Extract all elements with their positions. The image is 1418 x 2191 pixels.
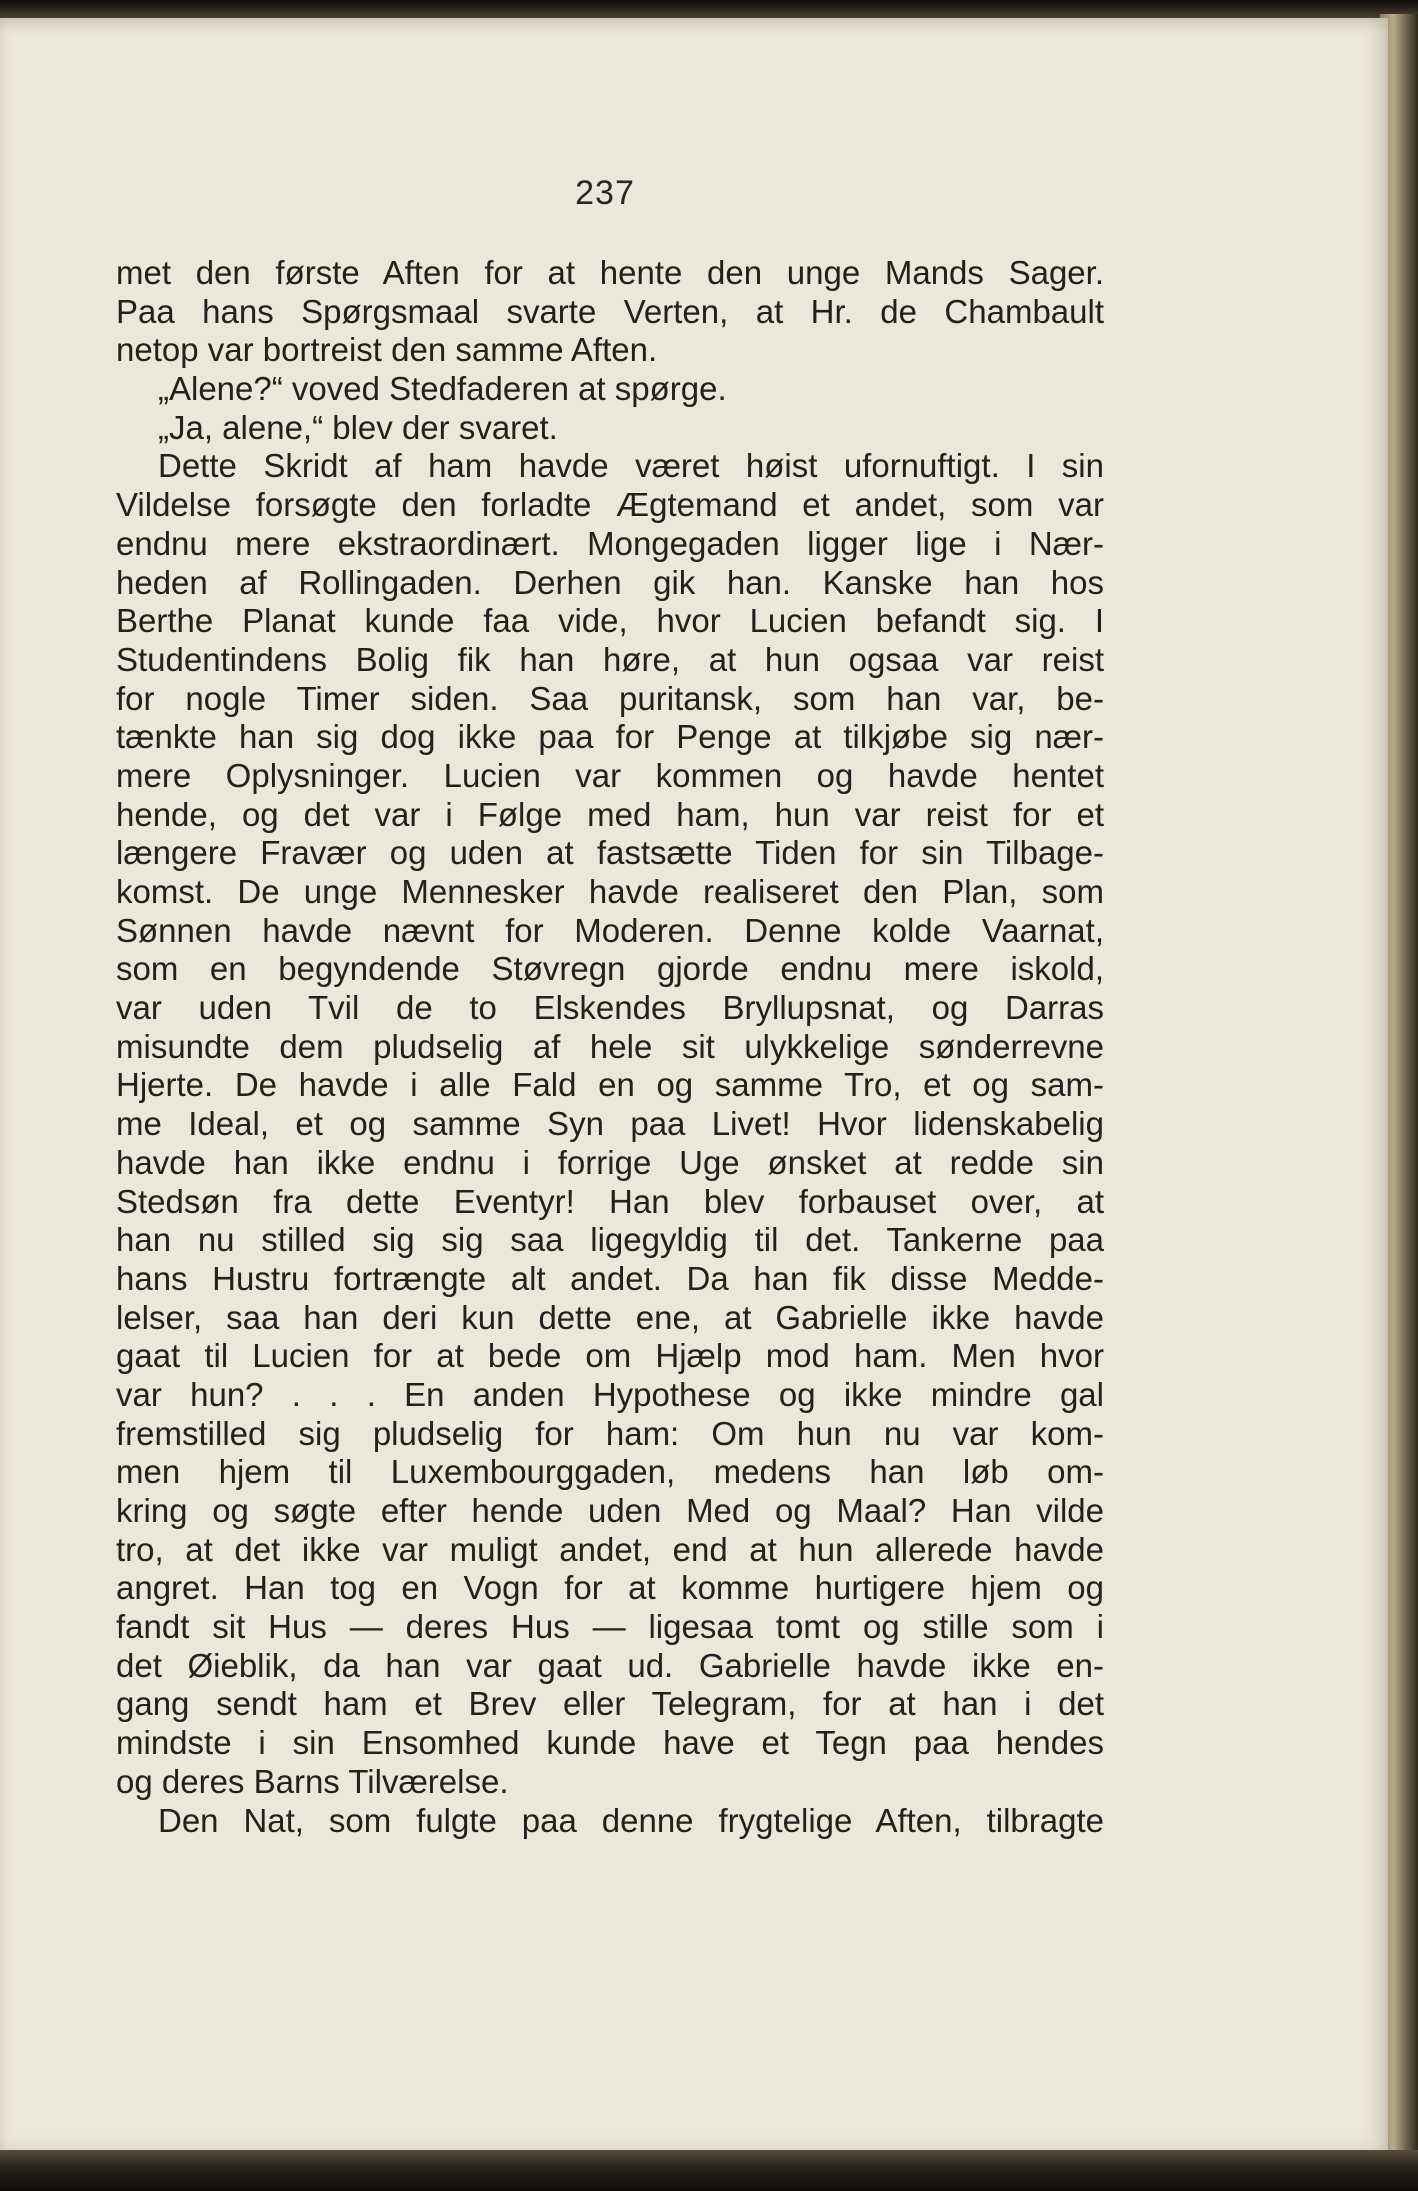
text-line: tro, at det ikke var muligt andet, end at hun allerede havde (116, 1530, 1104, 1568)
text-line: fandt sit Hus — deres Hus — ligesaa tomt og stille som i (116, 1608, 1104, 1646)
text-line: og deres Barns Tilværelse. (116, 1762, 509, 1800)
text-line: Den Nat, som fulgte paa denne frygtelige Aften, tilbragte (158, 1801, 1104, 1839)
text-line: me Ideal, et og samme Syn paa Livet! Hvor lidenskabelig (116, 1105, 1104, 1143)
text-line: Sønnen havde nævnt for Moderen. Denne kolde Vaarnat, (116, 911, 1104, 949)
text-line: for nogle Timer siden. Saa puritansk, som han var, be- (116, 679, 1104, 717)
text-line: Vildelse forsøgte den forladte Ægtemand et andet, som var (116, 486, 1104, 524)
text-line: Dette Skridt af ham havde været høist ufornuftigt. I sin (158, 447, 1104, 485)
text-line: endnu mere ekstraordinært. Mongegaden ligger lige i Nær- (116, 524, 1104, 562)
text-line: „Ja, alene,“ blev der svaret. (158, 408, 558, 446)
text-line: mere Oplysninger. Lucien var kommen og havde hentet (116, 756, 1104, 794)
page-number: 237 (575, 174, 635, 212)
text-line: kring og søgte efter hende uden Med og Maal? Han vilde (116, 1492, 1104, 1529)
book-page (0, 18, 1388, 2153)
body-text (116, 254, 1104, 1840)
text-line: angret. Han tog en Vogn for at komme hurtigere hjem og (116, 1569, 1104, 1607)
text-line: var uden Tvil de to Elskendes Bryllupsnat, og Darras (116, 989, 1104, 1027)
text-line: lelser, saa han deri kun dette ene, at Gabrielle ikke havde (116, 1298, 1104, 1336)
text-line: var hun? . . . En anden Hypothese og ikke mindre gal (116, 1375, 1104, 1413)
text-line: komst. De unge Mennesker havde realiseret den Plan, som (116, 873, 1104, 910)
text-line: havde han ikke endnu i forrige Uge ønsket at redde sin (116, 1143, 1104, 1181)
text-line: met den første Aften for at hente den unge Mands Sager. (116, 254, 1104, 291)
text-line: „Alene?“ voved Stedfaderen at spørge. (158, 370, 727, 408)
text-line: hans Hustru fortrængte alt andet. Da han fik disse Medde- (116, 1259, 1104, 1297)
text-line: som en begyndende Støvregn gjorde endnu mere iskold, (116, 950, 1104, 988)
text-line: Stedsøn fra dette Eventyr! Han blev forbauset over, at (116, 1182, 1104, 1220)
text-line: heden af Rollingaden. Derhen gik han. Kanske han hos (116, 563, 1104, 601)
text-line: tænkte han sig dog ikke paa for Penge at tilkjøbe sig nær- (116, 718, 1104, 756)
text-line: det Øieblik, da han var gaat ud. Gabrielle havde ikke en- (116, 1646, 1104, 1684)
text-line: fremstilled sig pludselig for ham: Om hun nu var kom- (116, 1414, 1104, 1452)
text-line: mindste i sin Ensomhed kunde have et Tegn paa hendes (116, 1724, 1104, 1762)
book-bottom-edge (0, 2150, 1418, 2191)
text-line: men hjem til Luxembourggaden, medens han løb om- (116, 1453, 1104, 1491)
text-line: hende, og det var i Følge med ham, hun var reist for et (116, 795, 1104, 833)
text-line: Hjerte. De havde i alle Fald en og samme Tro, et og sam- (116, 1066, 1104, 1104)
text-line: gang sendt ham et Brev eller Telegram, for at han i det (116, 1685, 1104, 1723)
text-line: Studentindens Bolig fik han høre, at hun ogsaa var reist (116, 640, 1104, 678)
text-line: gaat til Lucien for at bede om Hjælp mod ham. Men hvor (116, 1337, 1104, 1375)
text-line: længere Fravær og uden at fastsætte Tiden for sin Tilbage- (116, 834, 1104, 872)
text-line: Paa hans Spørgsmaal svarte Verten, at Hr. de Chambault (116, 292, 1104, 330)
text-line: han nu stilled sig sig saa ligegyldig til det. Tankerne paa (116, 1221, 1104, 1259)
text-line: netop var bortreist den samme Aften. (116, 331, 658, 369)
text-line: misundte dem pludselig af hele sit ulykkelige sønderrevne (116, 1027, 1104, 1065)
text-line: Berthe Planat kunde faa vide, hvor Lucien befandt sig. I (116, 602, 1104, 640)
